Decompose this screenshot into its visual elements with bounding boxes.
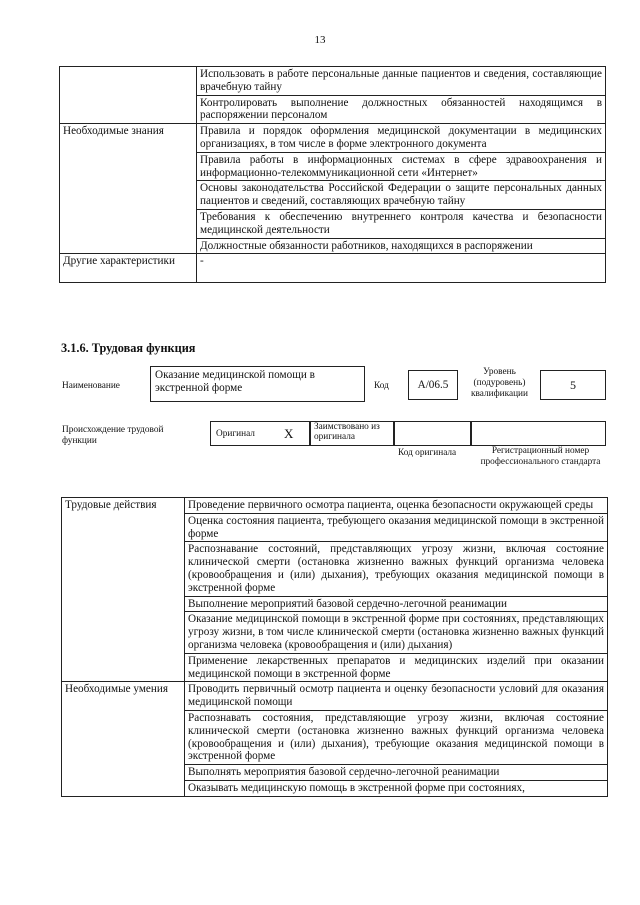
table-cell: Проведение первичного осмотра пациента, оценка безопасности окружающей среды <box>185 498 608 514</box>
code-label: Код <box>374 381 389 391</box>
name-label: Наименование <box>62 381 120 391</box>
table-cell: Правила работы в информационных системах в сфере здравоохранения и информационно-телекоммуникационной сети «Интернет» <box>197 152 606 181</box>
section-title: 3.1.6. Трудовая функция <box>61 341 196 355</box>
borrowed-label: Заимствовано из оригинала <box>314 422 380 442</box>
actions-table <box>61 497 608 797</box>
table-cell: Контролировать выполнение должностных обязанностей находящимся в распоряжении персоналом <box>197 95 606 124</box>
table-cell: Правила и порядок оформления медицинской документации в медицинских организациях, в том числе в форме электронного документа <box>197 124 606 153</box>
reg-number-box <box>471 421 606 446</box>
origin-code-box <box>394 421 471 446</box>
table-cell: Основы законодательства Российской Федерации о защите персональных данных пациентов и сведений, составляющих врачебную тайну <box>197 181 606 210</box>
table-cell: Проводить первичный осмотр пациента и оценку безопасности условий для оказания медицинской помощи <box>185 682 608 711</box>
origin-code-label: Код оригинала <box>398 448 457 458</box>
table-cell: - <box>197 254 606 283</box>
table-cell: Должностные обязанности работников, находящихся в распоряжении <box>197 238 606 254</box>
table-cell: Применение лекарственных препаратов и медицинских изделий при оказании медицинской помощи в экстренной форме <box>185 653 608 682</box>
reg-number-label: Регистрационный номер профессионального стандарта <box>480 446 601 467</box>
page-number: 13 <box>314 34 326 46</box>
knowledge-table <box>59 66 606 283</box>
table-cell: Использовать в работе персональные данные пациентов и сведения, составляющие врачебную тайну <box>197 67 606 96</box>
row-label: Необходимые умения <box>62 682 185 796</box>
table-cell: Оказание медицинской помощи в экстренной форме при состояниях, представляющих угрозу жизни, в том числе клинической смерти (остановка жизненно важных функций организма человека (кровообращения и (или) дыхания) <box>185 612 608 653</box>
original-label: Оригинал <box>216 429 255 439</box>
table-cell: Требования к обеспечению внутреннего контроля качества и безопасности медицинской деятельности <box>197 209 606 238</box>
row-label: Необходимые знания <box>60 124 197 254</box>
row-label: Трудовые действия <box>62 498 185 682</box>
name-value: Оказание медицинской помощи в экстренной форме <box>150 366 365 402</box>
origin-label: Происхождение трудовой функции <box>62 425 164 446</box>
level-value: 5 <box>540 370 606 400</box>
row-label <box>60 67 197 124</box>
table-cell: Выполнять мероприятия базовой сердечно-легочной реанимации <box>185 765 608 781</box>
row-label: Другие характеристики <box>60 254 197 283</box>
original-mark: X <box>284 426 294 441</box>
level-label: Уровень (подуровень) квалификации <box>470 367 529 399</box>
table-cell: Распознавание состояний, представляющих угрозу жизни, включая состояние клинической смерти (остановка жизненно важных функций организма человека (кровообращения и (или) дыхания), требующих оказания медицинской помощи в экстренной форме <box>185 542 608 596</box>
table-cell: Оказывать медицинскую помощь в экстренной форме при состояниях, <box>185 780 608 796</box>
table-cell: Выполнение мероприятий базовой сердечно-легочной реанимации <box>185 596 608 612</box>
table-cell: Распознавать состояния, представляющие угрозу жизни, включая состояние клинической смерти (остановка жизненно важных функций организма человека (кровообращения и (или) дыхания), требующие оказания медицинской помощи в экстренной форме <box>185 710 608 764</box>
table-cell: Оценка состояния пациента, требующего оказания медицинской помощи в экстренной форме <box>185 513 608 542</box>
code-value: А/06.5 <box>408 370 458 400</box>
